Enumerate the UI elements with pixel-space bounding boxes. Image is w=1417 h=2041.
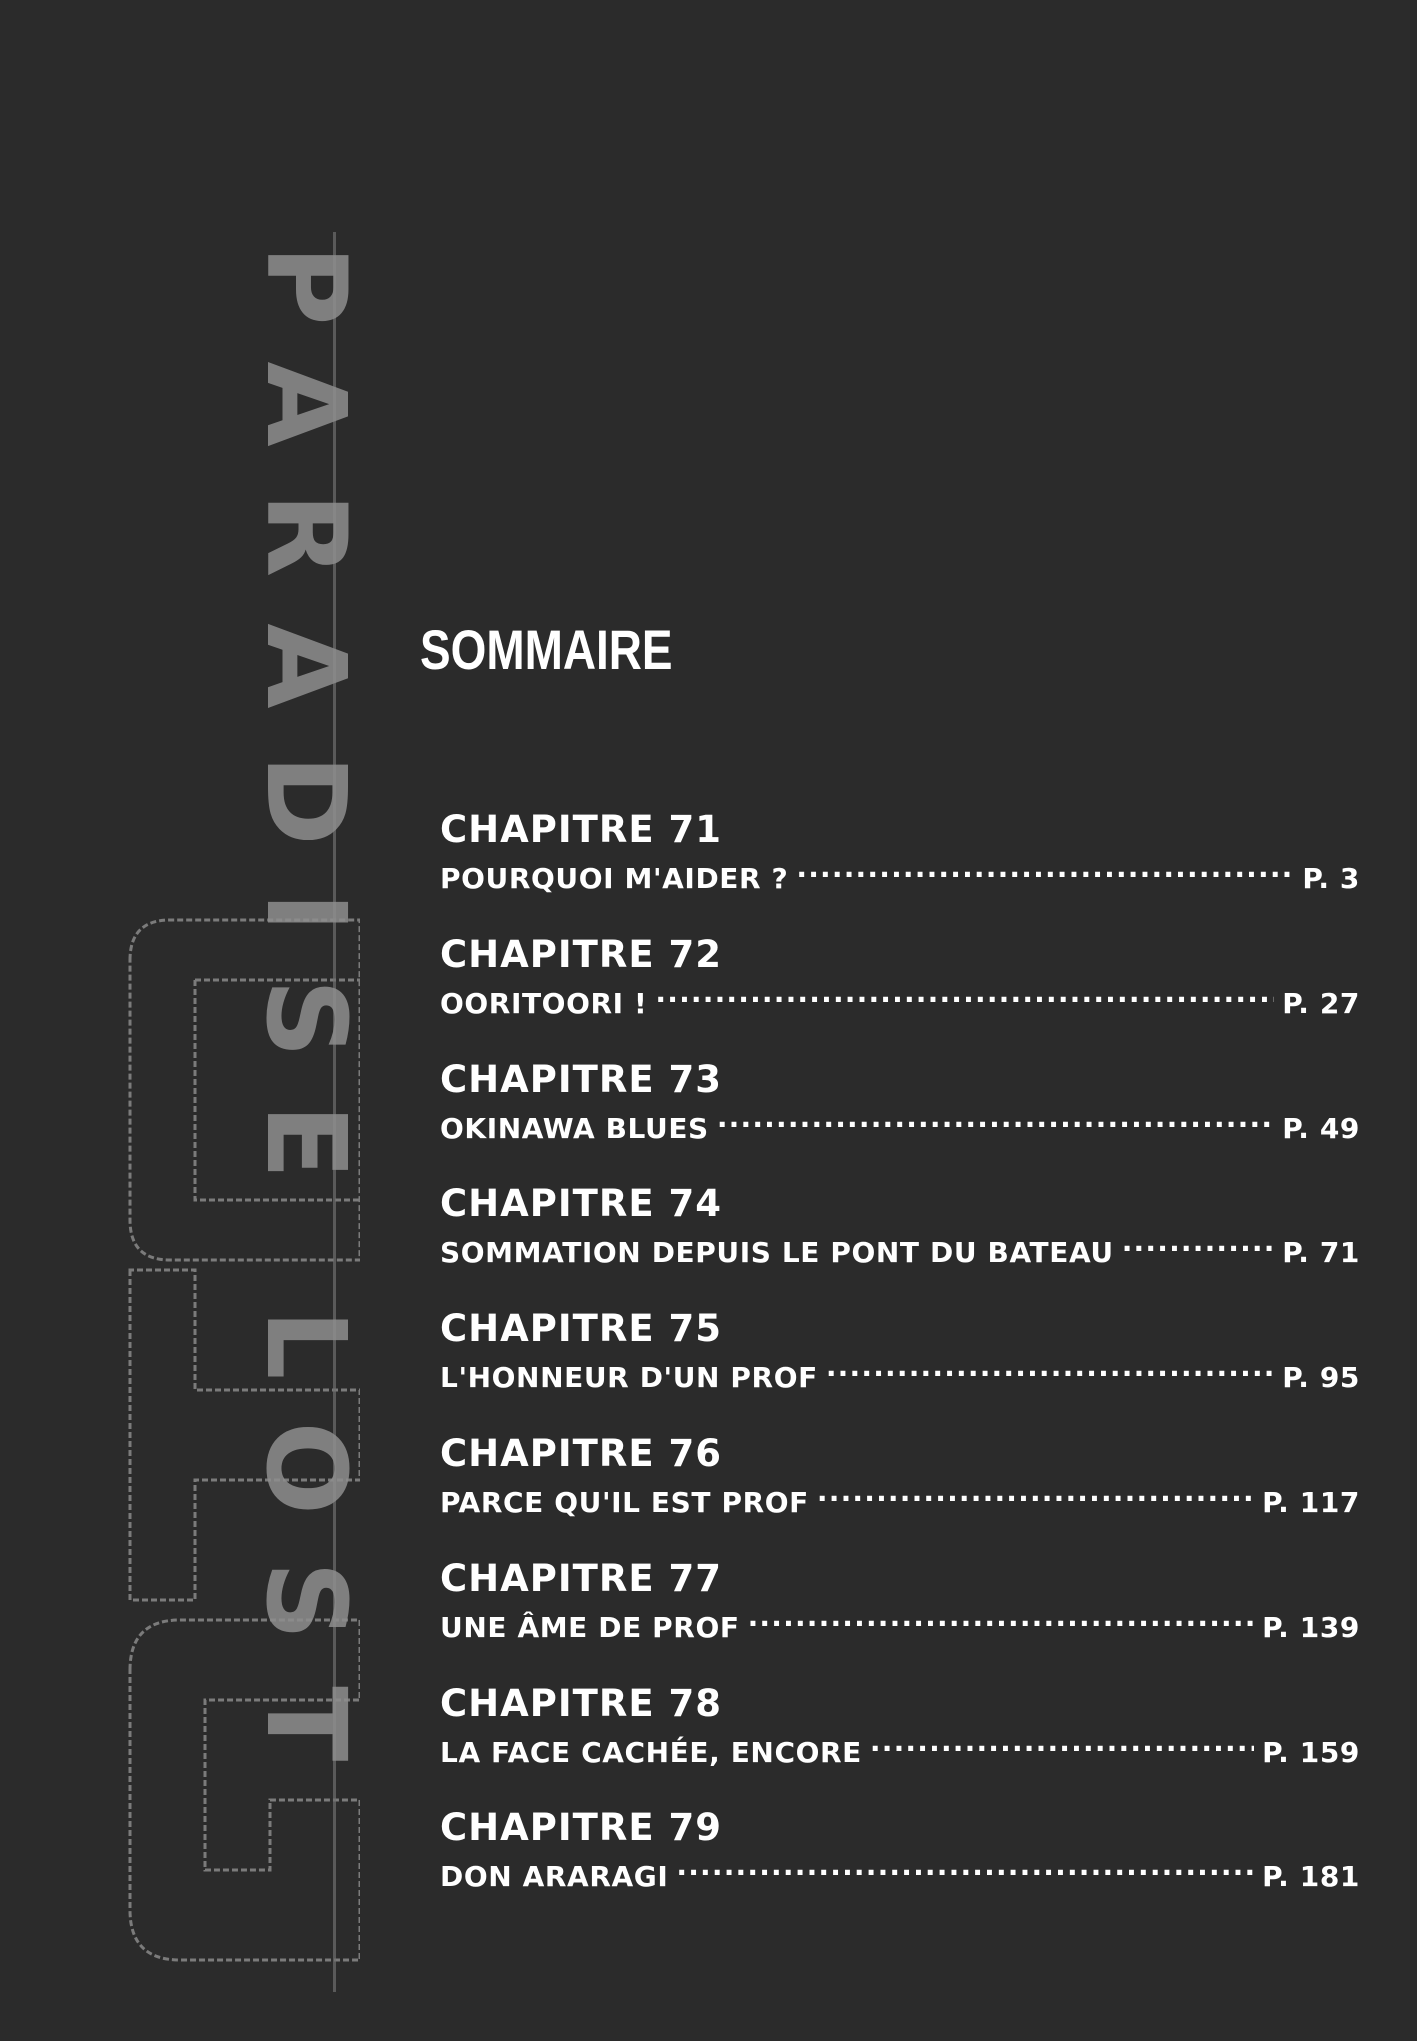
- page-number: P. 49: [1282, 1111, 1360, 1145]
- dot-leader: [717, 1102, 1274, 1138]
- chapter-title: OKINAWA BLUES: [440, 1111, 709, 1145]
- chapter-title: SOMMATION DEPUIS LE PONT DU BATEAU: [440, 1236, 1114, 1270]
- chapter-title: POURQUOI M'AIDER ?: [440, 862, 789, 895]
- page-number: P. 3: [1302, 862, 1360, 895]
- vertical-subtitle: PARADISE LOST: [242, 245, 370, 1808]
- page-number: P. 117: [1262, 1485, 1360, 1519]
- page-number: P. 71: [1282, 1236, 1360, 1270]
- toc-entry[interactable]: [440, 1432, 1360, 1557]
- table-of-contents: [440, 808, 1360, 1931]
- chapter-title: DON ARARAGI: [440, 1860, 669, 1894]
- page-number: P. 181: [1262, 1860, 1360, 1894]
- dot-leader: [826, 1351, 1274, 1387]
- chapter-title: PARCE QU'IL EST PROF: [440, 1485, 809, 1519]
- chapter-number: CHAPITRE 76: [440, 1431, 723, 1475]
- page-number: P. 27: [1282, 986, 1360, 1020]
- toc-entry[interactable]: [440, 1557, 1360, 1682]
- chapter-number: CHAPITRE 75: [440, 1307, 723, 1351]
- chapter-title: OORITOORI !: [440, 986, 648, 1020]
- chapter-title: LA FACE CACHÉE, ENCORE: [440, 1735, 862, 1769]
- chapter-number: CHAPITRE 71: [440, 808, 723, 851]
- dot-leader: [676, 1850, 1254, 1886]
- toc-entry[interactable]: [440, 1682, 1360, 1807]
- dot-leader: [655, 977, 1274, 1013]
- page-number: P. 95: [1282, 1361, 1360, 1395]
- chapter-title: L'HONNEUR D'UN PROF: [440, 1361, 818, 1395]
- gto-logo: [120, 900, 360, 1970]
- page-number: P. 159: [1262, 1735, 1360, 1769]
- dot-leader: [870, 1726, 1254, 1762]
- chapter-title: UNE ÂME DE PROF: [440, 1610, 740, 1644]
- page-number: P. 139: [1262, 1610, 1360, 1644]
- vertical-rule: [333, 232, 336, 1992]
- page-title: SOMMAIRE: [420, 618, 673, 681]
- chapter-number: CHAPITRE 78: [440, 1681, 723, 1725]
- chapter-number: CHAPITRE 73: [440, 1057, 723, 1101]
- dot-leader: [796, 852, 1294, 888]
- chapter-number: CHAPITRE 77: [440, 1556, 723, 1600]
- chapter-number: CHAPITRE 74: [440, 1182, 723, 1226]
- dot-leader: [1122, 1226, 1275, 1262]
- toc-entry[interactable]: [440, 933, 1360, 1058]
- dot-leader: [817, 1476, 1254, 1512]
- toc-entry[interactable]: [440, 1058, 1360, 1183]
- dot-leader: [748, 1601, 1255, 1637]
- chapter-number: CHAPITRE 79: [440, 1806, 723, 1850]
- toc-entry[interactable]: [440, 808, 1360, 933]
- toc-entry[interactable]: [440, 1806, 1360, 1931]
- toc-entry[interactable]: [440, 1307, 1360, 1432]
- toc-entry[interactable]: [440, 1182, 1360, 1307]
- chapter-number: CHAPITRE 72: [440, 932, 723, 976]
